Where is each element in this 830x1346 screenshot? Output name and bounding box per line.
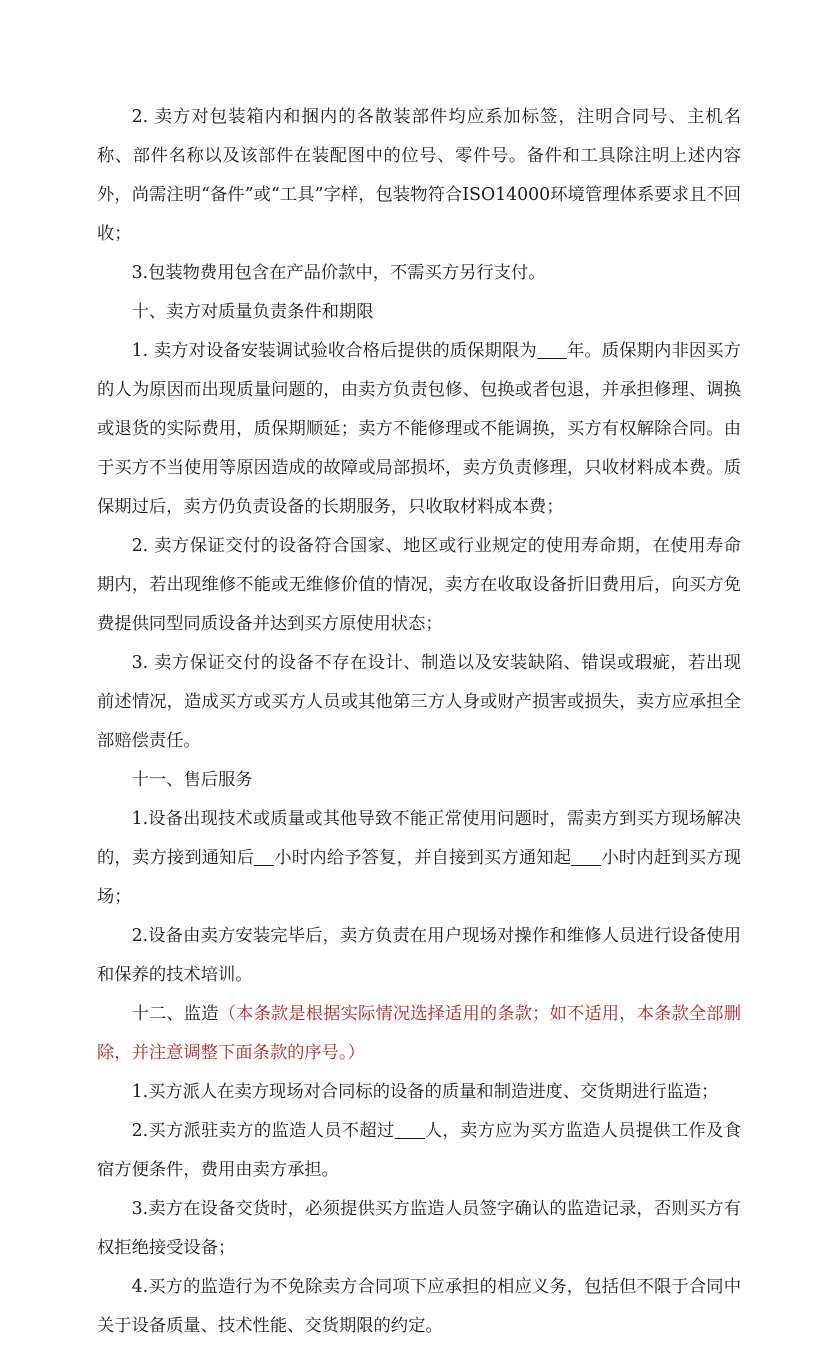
clause-12-1: 1.买方派人在卖方现场对合同标的设备的质量和制造进度、交货期进行监造；	[131, 1082, 719, 1102]
clause-text: 小时内赶到买方现场；	[97, 848, 741, 907]
blank-arrival-hours	[571, 847, 601, 866]
clause-text: 1. 卖方对设备安装调试验收合格后提供的质保期限为	[131, 341, 537, 361]
section-10-heading: 十、卖方对质量负责条件和期限	[131, 302, 374, 322]
clause-12-4: 4.买方的监造行为不免除卖方合同项下应承担的相应义务，包括但不限于合同中关于设备质量、技术性能、交货期限的约定。	[97, 1277, 741, 1336]
blank-reply-hours	[254, 847, 274, 866]
section-note: （本条款是根据实际情况选择适用的条款；如不适用，本条款全部删除，并注意调整下面条款的序号。）	[97, 1004, 741, 1063]
clause-11-2: 2.设备由卖方安装完毕后，卖方负责在用户现场对操作和维修人员进行设备使用和保养的技术培训。	[97, 926, 741, 985]
section-heading-text: 十二、监造	[131, 1004, 219, 1024]
section-11-heading: 十一、售后服务	[131, 770, 253, 790]
section-12-heading	[97, 995, 741, 1073]
clause-9-3: 3.包装物费用包含在产品价款中，不需买方另行支付。	[131, 263, 546, 283]
clause-text: 年。质保期内非因买方的人为原因而出现质量问题的，由卖方负责包修、包换或者包退，并承担修理、调换或退货的实际费用，质保期顺延；卖方不能修理或不能调换，买方有权解除合同。由于买方不当使用等原因造成的故障或局部损坏，卖方负责修理，只收材料成本费。质保期过后，卖方仍负责设备的长期服务，只收取材料成本费；	[97, 341, 741, 517]
clause-11-1	[97, 800, 741, 917]
clause-10-1	[97, 332, 741, 527]
clause-10-2: 2. 卖方保证交付的设备符合国家、地区或行业规定的使用寿命期，在使用寿命期内，若出现维修不能或无维修价值的情况，卖方在收取设备折旧费用后，向买方免费提供同型同质设备并达到买方原使用状态；	[97, 536, 741, 634]
clause-text: 2.买方派驻卖方的监造人员不超过	[131, 1121, 395, 1141]
clause-text: 1.设备出现技术或质量或其他导致不能正常使用问题时，需卖方到买方现场解决的，卖方接到通知后	[97, 809, 741, 868]
clause-text: 小时内给予答复，并自接到买方通知起	[274, 848, 572, 868]
clause-12-2	[97, 1112, 741, 1190]
document-page	[97, 98, 741, 1346]
blank-supervisor-count	[395, 1120, 425, 1139]
clause-10-3: 3. 卖方保证交付的设备不存在设计、制造以及安装缺陷、错误或瑕疵，若出现前述情况，造成买方或买方人员或其他第三方人身或财产损害或损失，卖方应承担全部赔偿责任。	[97, 653, 741, 751]
clause-text: 人，卖方应为买方监造人员提供工作及食宿方便条件，费用由卖方承担。	[97, 1121, 741, 1180]
blank-warranty-years	[537, 340, 567, 359]
clause-12-3: 3.卖方在设备交货时，必须提供买方监造人员签字确认的监造记录，否则买方有权拒绝接受设备；	[97, 1199, 741, 1258]
clause-9-2: 2. 卖方对包装箱内和捆内的各散装部件均应系加标签，注明合同号、主机名称、部件名称以及该部件在装配图中的位号、零件号。备件和工具除注明上述内容外，尚需注明“备件”或“工具”字样，包装物符合ISO14000环境管理体系要求且不回收；	[97, 107, 741, 244]
